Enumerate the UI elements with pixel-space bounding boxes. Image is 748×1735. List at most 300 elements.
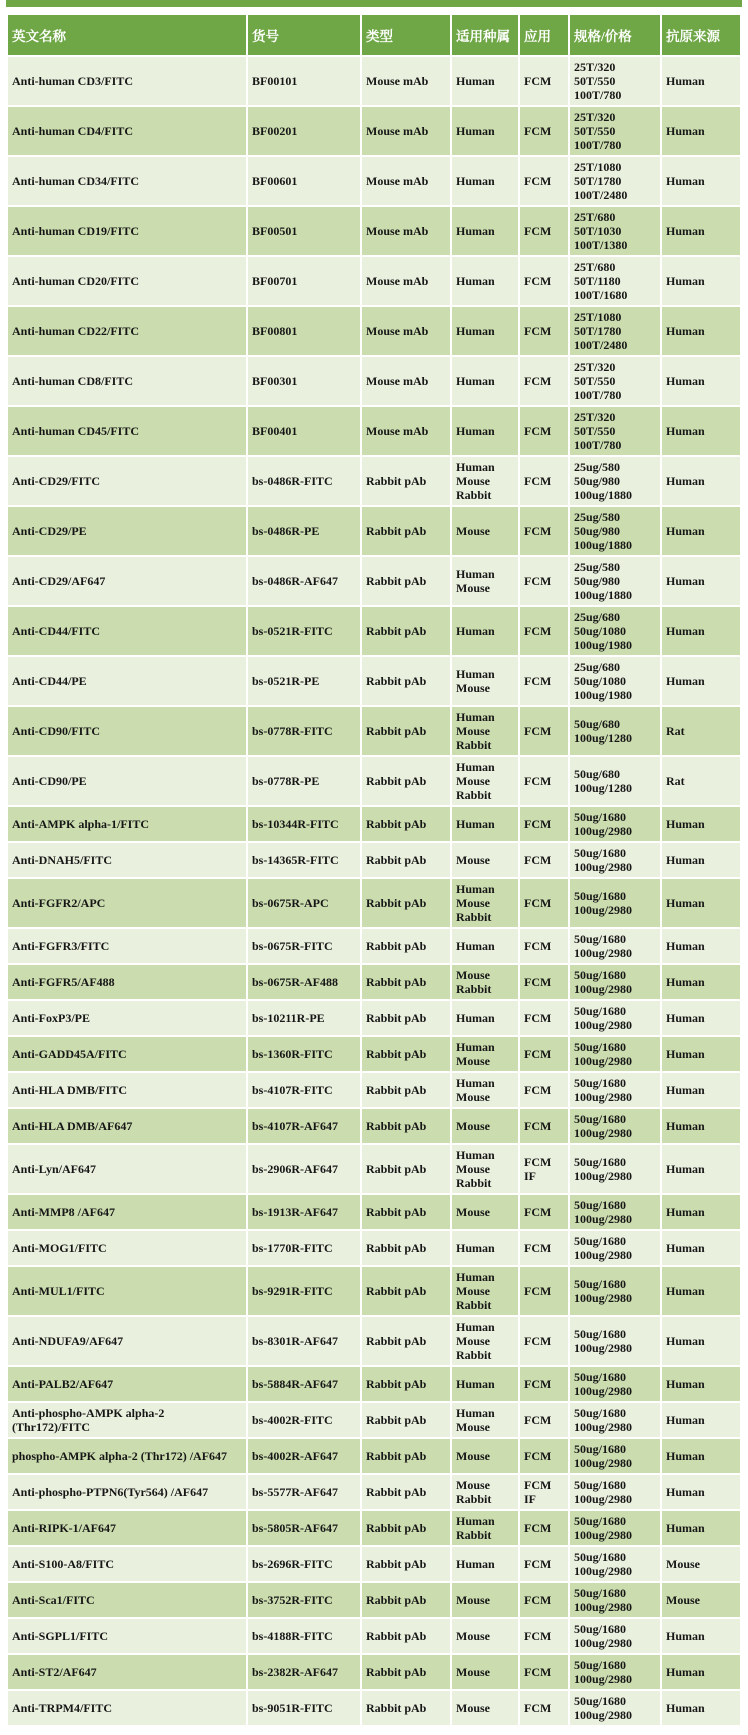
- cell-spec_price: 25T/320 50T/550 100T/780: [570, 357, 660, 405]
- cell-application: FCM: [520, 607, 568, 655]
- cell-catalog: BF00101: [248, 57, 360, 105]
- cell-application: FCM: [520, 1583, 568, 1617]
- cell-species: Human Mouse Rabbit: [452, 757, 518, 805]
- table-row[interactable]: [8, 1001, 740, 1035]
- cell-catalog: bs-0675R-FITC: [248, 929, 360, 963]
- cell-application: FCM: [520, 257, 568, 305]
- cell-species: Mouse: [452, 507, 518, 555]
- cell-type: Rabbit pAb: [362, 1691, 450, 1725]
- cell-application: FCM: [520, 657, 568, 705]
- cell-catalog: bs-0675R-APC: [248, 879, 360, 927]
- cell-antigen_source: Human: [662, 507, 740, 555]
- top-accent-bar: [6, 0, 742, 7]
- cell-application: FCM: [520, 557, 568, 605]
- column-header-species: 适用种属: [452, 15, 518, 55]
- cell-name: Anti-human CD8/FITC: [8, 357, 246, 405]
- antibody-product-table: [6, 13, 742, 1727]
- cell-name: Anti-CD90/FITC: [8, 707, 246, 755]
- cell-antigen_source: Human: [662, 1511, 740, 1545]
- cell-application: FCM: [520, 1367, 568, 1401]
- cell-species: Human Mouse Rabbit: [452, 1267, 518, 1315]
- cell-application: FCM: [520, 757, 568, 805]
- table-row[interactable]: [8, 965, 740, 999]
- cell-type: Mouse mAb: [362, 107, 450, 155]
- cell-spec_price: 50ug/1680 100ug/2980: [570, 1073, 660, 1107]
- cell-type: Rabbit pAb: [362, 965, 450, 999]
- cell-antigen_source: Human: [662, 1367, 740, 1401]
- cell-antigen_source: Human: [662, 657, 740, 705]
- cell-species: Mouse: [452, 1583, 518, 1617]
- cell-spec_price: 50ug/1680 100ug/2980: [570, 1145, 660, 1193]
- cell-species: Mouse: [452, 1691, 518, 1725]
- cell-spec_price: 50ug/1680 100ug/2980: [570, 1547, 660, 1581]
- cell-antigen_source: Human: [662, 607, 740, 655]
- cell-catalog: bs-9291R-FITC: [248, 1267, 360, 1315]
- cell-name: Anti-FGFR5/AF488: [8, 965, 246, 999]
- cell-application: FCM: [520, 357, 568, 405]
- table-row[interactable]: [8, 57, 740, 105]
- table-row[interactable]: [8, 1547, 740, 1581]
- cell-type: Rabbit pAb: [362, 607, 450, 655]
- cell-antigen_source: Human: [662, 1267, 740, 1315]
- cell-type: Rabbit pAb: [362, 707, 450, 755]
- cell-application: FCM: [520, 457, 568, 505]
- cell-spec_price: 25T/680 50T/1030 100T/1380: [570, 207, 660, 255]
- cell-spec_price: 50ug/1680 100ug/2980: [570, 807, 660, 841]
- cell-catalog: bs-1770R-FITC: [248, 1231, 360, 1265]
- cell-application: FCM: [520, 207, 568, 255]
- cell-antigen_source: Rat: [662, 757, 740, 805]
- cell-antigen_source: Human: [662, 307, 740, 355]
- table-row[interactable]: [8, 929, 740, 963]
- cell-species: Human Mouse: [452, 557, 518, 605]
- cell-name: Anti-RIPK-1/AF647: [8, 1511, 246, 1545]
- cell-name: Anti-NDUFA9/AF647: [8, 1317, 246, 1365]
- cell-type: Mouse mAb: [362, 307, 450, 355]
- cell-antigen_source: Human: [662, 1145, 740, 1193]
- cell-antigen_source: Human: [662, 879, 740, 927]
- cell-type: Rabbit pAb: [362, 757, 450, 805]
- cell-name: Anti-CD44/FITC: [8, 607, 246, 655]
- cell-type: Rabbit pAb: [362, 807, 450, 841]
- cell-catalog: bs-0486R-AF647: [248, 557, 360, 605]
- table-row[interactable]: [8, 843, 740, 877]
- cell-catalog: bs-5805R-AF647: [248, 1511, 360, 1545]
- cell-name: Anti-DNAH5/FITC: [8, 843, 246, 877]
- cell-species: Human Rabbit: [452, 1511, 518, 1545]
- table-row[interactable]: [8, 407, 740, 455]
- cell-antigen_source: Rat: [662, 707, 740, 755]
- cell-species: Human: [452, 257, 518, 305]
- cell-species: Human Mouse Rabbit: [452, 1317, 518, 1365]
- cell-type: Mouse mAb: [362, 157, 450, 205]
- cell-species: Human: [452, 1547, 518, 1581]
- cell-species: Mouse Rabbit: [452, 1475, 518, 1509]
- cell-antigen_source: Human: [662, 843, 740, 877]
- cell-catalog: bs-4002R-AF647: [248, 1439, 360, 1473]
- table-row[interactable]: [8, 879, 740, 927]
- cell-antigen_source: Human: [662, 1195, 740, 1229]
- cell-type: Mouse mAb: [362, 407, 450, 455]
- cell-application: FCM: [520, 1073, 568, 1107]
- cell-application: FCM: [520, 107, 568, 155]
- cell-spec_price: 50ug/1680 100ug/2980: [570, 1583, 660, 1617]
- cell-application: FCM: [520, 1619, 568, 1653]
- cell-application: FCM: [520, 1195, 568, 1229]
- table-row[interactable]: [8, 1691, 740, 1725]
- cell-type: Rabbit pAb: [362, 843, 450, 877]
- cell-antigen_source: Human: [662, 1317, 740, 1365]
- cell-name: Anti-Sca1/FITC: [8, 1583, 246, 1617]
- cell-type: Rabbit pAb: [362, 1037, 450, 1071]
- cell-species: Human: [452, 407, 518, 455]
- cell-type: Rabbit pAb: [362, 1439, 450, 1473]
- cell-name: Anti-CD90/PE: [8, 757, 246, 805]
- cell-catalog: BF00501: [248, 207, 360, 255]
- cell-type: Rabbit pAb: [362, 1619, 450, 1653]
- cell-application: FCM: [520, 57, 568, 105]
- cell-name: Anti-Lyn/AF647: [8, 1145, 246, 1193]
- cell-catalog: bs-2382R-AF647: [248, 1655, 360, 1689]
- table-row[interactable]: [8, 507, 740, 555]
- cell-name: Anti-CD29/PE: [8, 507, 246, 555]
- cell-species: Human: [452, 107, 518, 155]
- cell-name: Anti-SGPL1/FITC: [8, 1619, 246, 1653]
- cell-spec_price: 50ug/1680 100ug/2980: [570, 965, 660, 999]
- cell-name: Anti-HLA DMB/AF647: [8, 1109, 246, 1143]
- table-header-row: [8, 15, 740, 55]
- cell-spec_price: 50ug/1680 100ug/2980: [570, 1475, 660, 1509]
- table-row[interactable]: [8, 1195, 740, 1229]
- cell-catalog: bs-0778R-PE: [248, 757, 360, 805]
- cell-type: Rabbit pAb: [362, 879, 450, 927]
- cell-species: Human: [452, 1001, 518, 1035]
- cell-type: Rabbit pAb: [362, 1547, 450, 1581]
- column-header-type: 类型: [362, 15, 450, 55]
- cell-species: Human Mouse Rabbit: [452, 457, 518, 505]
- cell-species: Human: [452, 607, 518, 655]
- cell-type: Rabbit pAb: [362, 1001, 450, 1035]
- table-row[interactable]: [8, 1583, 740, 1617]
- cell-catalog: bs-5577R-AF647: [248, 1475, 360, 1509]
- table-row[interactable]: [8, 1655, 740, 1689]
- cell-name: Anti-CD29/FITC: [8, 457, 246, 505]
- table-row[interactable]: [8, 1367, 740, 1401]
- cell-type: Rabbit pAb: [362, 1317, 450, 1365]
- table-row[interactable]: [8, 1317, 740, 1365]
- cell-antigen_source: Human: [662, 207, 740, 255]
- cell-type: Rabbit pAb: [362, 1145, 450, 1193]
- cell-catalog: bs-10344R-FITC: [248, 807, 360, 841]
- cell-species: Human: [452, 1367, 518, 1401]
- cell-antigen_source: Human: [662, 1073, 740, 1107]
- cell-application: FCM: [520, 707, 568, 755]
- cell-species: Human: [452, 807, 518, 841]
- cell-name: Anti-GADD45A/FITC: [8, 1037, 246, 1071]
- column-header-catalog-number: 货号: [248, 15, 360, 55]
- table-row[interactable]: [8, 257, 740, 305]
- cell-type: Rabbit pAb: [362, 1267, 450, 1315]
- cell-species: Human: [452, 357, 518, 405]
- cell-type: Rabbit pAb: [362, 1475, 450, 1509]
- cell-species: Human Mouse Rabbit: [452, 1145, 518, 1193]
- cell-species: Human: [452, 57, 518, 105]
- cell-name: Anti-CD29/AF647: [8, 557, 246, 605]
- cell-application: FCM: [520, 879, 568, 927]
- table-row[interactable]: [8, 1267, 740, 1315]
- cell-species: Mouse: [452, 1439, 518, 1473]
- cell-application: FCM: [520, 507, 568, 555]
- cell-spec_price: 50ug/1680 100ug/2980: [570, 1691, 660, 1725]
- cell-catalog: bs-4002R-FITC: [248, 1403, 360, 1437]
- cell-type: Mouse mAb: [362, 57, 450, 105]
- cell-antigen_source: Human: [662, 1231, 740, 1265]
- cell-catalog: BF00701: [248, 257, 360, 305]
- table-row[interactable]: [8, 1037, 740, 1071]
- cell-species: Human: [452, 307, 518, 355]
- cell-antigen_source: Human: [662, 1109, 740, 1143]
- cell-type: Rabbit pAb: [362, 1511, 450, 1545]
- cell-name: Anti-human CD3/FITC: [8, 57, 246, 105]
- cell-name: Anti-PALB2/AF647: [8, 1367, 246, 1401]
- cell-catalog: bs-9051R-FITC: [248, 1691, 360, 1725]
- cell-antigen_source: Human: [662, 1619, 740, 1653]
- cell-application: FCM: [520, 1511, 568, 1545]
- cell-catalog: bs-0521R-FITC: [248, 607, 360, 655]
- cell-antigen_source: Human: [662, 357, 740, 405]
- cell-species: Human Mouse: [452, 1073, 518, 1107]
- cell-catalog: bs-5884R-AF647: [248, 1367, 360, 1401]
- cell-type: Rabbit pAb: [362, 1195, 450, 1229]
- cell-type: Rabbit pAb: [362, 457, 450, 505]
- cell-spec_price: 50ug/1680 100ug/2980: [570, 1439, 660, 1473]
- cell-spec_price: 50ug/1680 100ug/2980: [570, 1317, 660, 1365]
- table-row[interactable]: [8, 607, 740, 655]
- cell-antigen_source: Mouse: [662, 1583, 740, 1617]
- table-row[interactable]: [8, 157, 740, 205]
- cell-species: Human Mouse Rabbit: [452, 879, 518, 927]
- cell-antigen_source: Human: [662, 257, 740, 305]
- table-row[interactable]: [8, 207, 740, 255]
- cell-species: Human Mouse: [452, 1403, 518, 1437]
- cell-catalog: bs-0486R-FITC: [248, 457, 360, 505]
- table-row[interactable]: [8, 1231, 740, 1265]
- cell-antigen_source: Human: [662, 57, 740, 105]
- cell-name: Anti-human CD4/FITC: [8, 107, 246, 155]
- cell-application: FCM: [520, 965, 568, 999]
- cell-antigen_source: Human: [662, 807, 740, 841]
- cell-species: Human: [452, 157, 518, 205]
- cell-antigen_source: Human: [662, 407, 740, 455]
- cell-antigen_source: Human: [662, 457, 740, 505]
- cell-application: FCM: [520, 1037, 568, 1071]
- cell-spec_price: 25ug/580 50ug/980 100ug/1880: [570, 507, 660, 555]
- table-row[interactable]: [8, 1145, 740, 1193]
- cell-antigen_source: Human: [662, 1403, 740, 1437]
- cell-type: Rabbit pAb: [362, 557, 450, 605]
- cell-antigen_source: Human: [662, 1475, 740, 1509]
- cell-application: FCM: [520, 1109, 568, 1143]
- cell-name: Anti-human CD45/FITC: [8, 407, 246, 455]
- cell-catalog: BF00601: [248, 157, 360, 205]
- cell-spec_price: 50ug/1680 100ug/2980: [570, 1367, 660, 1401]
- cell-catalog: bs-3752R-FITC: [248, 1583, 360, 1617]
- cell-catalog: bs-1913R-AF647: [248, 1195, 360, 1229]
- table-row[interactable]: [8, 1439, 740, 1473]
- cell-antigen_source: Human: [662, 1691, 740, 1725]
- cell-spec_price: 50ug/1680 100ug/2980: [570, 1655, 660, 1689]
- cell-catalog: bs-4107R-AF647: [248, 1109, 360, 1143]
- table-row[interactable]: [8, 1073, 740, 1107]
- cell-catalog: bs-4107R-FITC: [248, 1073, 360, 1107]
- cell-spec_price: 50ug/1680 100ug/2980: [570, 1109, 660, 1143]
- cell-spec_price: 50ug/1680 100ug/2980: [570, 843, 660, 877]
- table-row[interactable]: [8, 307, 740, 355]
- table-row[interactable]: [8, 107, 740, 155]
- cell-spec_price: 25T/680 50T/1180 100T/1680: [570, 257, 660, 305]
- table-row[interactable]: [8, 807, 740, 841]
- cell-application: FCM: [520, 1547, 568, 1581]
- cell-catalog: BF00401: [248, 407, 360, 455]
- table-row[interactable]: [8, 757, 740, 805]
- cell-species: Mouse: [452, 1109, 518, 1143]
- cell-application: FCM: [520, 157, 568, 205]
- cell-catalog: bs-0778R-FITC: [248, 707, 360, 755]
- cell-spec_price: 50ug/1680 100ug/2980: [570, 1267, 660, 1315]
- cell-spec_price: 50ug/1680 100ug/2980: [570, 1403, 660, 1437]
- cell-name: Anti-human CD34/FITC: [8, 157, 246, 205]
- cell-type: Rabbit pAb: [362, 1231, 450, 1265]
- cell-type: Rabbit pAb: [362, 1403, 450, 1437]
- cell-species: Mouse: [452, 1655, 518, 1689]
- cell-application: FCM: [520, 807, 568, 841]
- cell-species: Mouse: [452, 843, 518, 877]
- cell-spec_price: 50ug/1680 100ug/2980: [570, 1195, 660, 1229]
- cell-spec_price: 25ug/680 50ug/1080 100ug/1980: [570, 607, 660, 655]
- table-row[interactable]: [8, 557, 740, 605]
- cell-catalog: bs-0521R-PE: [248, 657, 360, 705]
- cell-spec_price: 25T/320 50T/550 100T/780: [570, 57, 660, 105]
- cell-antigen_source: Human: [662, 157, 740, 205]
- cell-spec_price: 25T/1080 50T/1780 100T/2480: [570, 157, 660, 205]
- cell-type: Rabbit pAb: [362, 1109, 450, 1143]
- cell-catalog: bs-10211R-PE: [248, 1001, 360, 1035]
- cell-catalog: bs-4188R-FITC: [248, 1619, 360, 1653]
- cell-name: Anti-HLA DMB/FITC: [8, 1073, 246, 1107]
- cell-catalog: bs-2906R-AF647: [248, 1145, 360, 1193]
- cell-spec_price: 50ug/1680 100ug/2980: [570, 879, 660, 927]
- cell-application: FCM: [520, 307, 568, 355]
- cell-application: FCM: [520, 407, 568, 455]
- column-header-application: 应用: [520, 15, 568, 55]
- cell-application: FCM: [520, 1403, 568, 1437]
- cell-species: Mouse Rabbit: [452, 965, 518, 999]
- cell-type: Rabbit pAb: [362, 1073, 450, 1107]
- table-row[interactable]: [8, 1403, 740, 1437]
- cell-application: FCM: [520, 1317, 568, 1365]
- cell-application: FCM: [520, 1691, 568, 1725]
- cell-antigen_source: Human: [662, 1001, 740, 1035]
- cell-name: Anti-CD44/PE: [8, 657, 246, 705]
- cell-spec_price: 50ug/1680 100ug/2980: [570, 1619, 660, 1653]
- cell-type: Mouse mAb: [362, 257, 450, 305]
- cell-species: Human Mouse: [452, 657, 518, 705]
- cell-name: Anti-MUL1/FITC: [8, 1267, 246, 1315]
- cell-spec_price: 25ug/680 50ug/1080 100ug/1980: [570, 657, 660, 705]
- cell-spec_price: 25T/320 50T/550 100T/780: [570, 407, 660, 455]
- table-body: [8, 57, 740, 1725]
- cell-name: Anti-phospho-PTPN6(Tyr564) /AF647: [8, 1475, 246, 1509]
- table-row[interactable]: [8, 707, 740, 755]
- cell-antigen_source: Human: [662, 557, 740, 605]
- cell-name: Anti-MMP8 /AF647: [8, 1195, 246, 1229]
- cell-name: Anti-MOG1/FITC: [8, 1231, 246, 1265]
- cell-spec_price: 50ug/680 100ug/1280: [570, 707, 660, 755]
- cell-catalog: BF00201: [248, 107, 360, 155]
- cell-name: Anti-FoxP3/PE: [8, 1001, 246, 1035]
- cell-antigen_source: Human: [662, 107, 740, 155]
- table-row[interactable]: [8, 657, 740, 705]
- cell-spec_price: 50ug/1680 100ug/2980: [570, 1511, 660, 1545]
- table-row[interactable]: [8, 1475, 740, 1509]
- cell-catalog: BF00301: [248, 357, 360, 405]
- column-header-antigen-source: 抗原来源: [662, 15, 740, 55]
- cell-type: Rabbit pAb: [362, 929, 450, 963]
- cell-type: Rabbit pAb: [362, 507, 450, 555]
- cell-species: Mouse: [452, 1195, 518, 1229]
- table-row[interactable]: [8, 1511, 740, 1545]
- cell-name: Anti-S100-A8/FITC: [8, 1547, 246, 1581]
- cell-catalog: bs-2696R-FITC: [248, 1547, 360, 1581]
- cell-catalog: bs-1360R-FITC: [248, 1037, 360, 1071]
- cell-type: Rabbit pAb: [362, 1367, 450, 1401]
- cell-spec_price: 25ug/580 50ug/980 100ug/1880: [570, 457, 660, 505]
- column-header-spec-price: 规格/价格: [570, 15, 660, 55]
- cell-catalog: bs-0675R-AF488: [248, 965, 360, 999]
- cell-spec_price: 50ug/1680 100ug/2980: [570, 1001, 660, 1035]
- cell-application: FCM: [520, 929, 568, 963]
- cell-application: FCM: [520, 1439, 568, 1473]
- cell-type: Mouse mAb: [362, 357, 450, 405]
- cell-antigen_source: Mouse: [662, 1547, 740, 1581]
- cell-application: FCM: [520, 1001, 568, 1035]
- cell-species: Human Mouse: [452, 1037, 518, 1071]
- cell-type: Rabbit pAb: [362, 1583, 450, 1617]
- cell-spec_price: 50ug/1680 100ug/2980: [570, 1231, 660, 1265]
- cell-application: FCM IF: [520, 1475, 568, 1509]
- cell-spec_price: 25T/320 50T/550 100T/780: [570, 107, 660, 155]
- cell-antigen_source: Human: [662, 1655, 740, 1689]
- cell-type: Rabbit pAb: [362, 657, 450, 705]
- cell-antigen_source: Human: [662, 929, 740, 963]
- cell-application: FCM IF: [520, 1145, 568, 1193]
- cell-name: Anti-FGFR3/FITC: [8, 929, 246, 963]
- cell-name: phospho-AMPK alpha-2 (Thr172) /AF647: [8, 1439, 246, 1473]
- table-row[interactable]: [8, 357, 740, 405]
- cell-name: Anti-AMPK alpha-1/FITC: [8, 807, 246, 841]
- cell-catalog: bs-14365R-FITC: [248, 843, 360, 877]
- cell-species: Mouse: [452, 1619, 518, 1653]
- cell-spec_price: 25T/1080 50T/1780 100T/2480: [570, 307, 660, 355]
- cell-application: FCM: [520, 1231, 568, 1265]
- table-row[interactable]: [8, 1109, 740, 1143]
- cell-spec_price: 50ug/1680 100ug/2980: [570, 929, 660, 963]
- cell-type: Mouse mAb: [362, 207, 450, 255]
- cell-catalog: bs-0486R-PE: [248, 507, 360, 555]
- table-row[interactable]: [8, 457, 740, 505]
- cell-catalog: BF00801: [248, 307, 360, 355]
- table-row[interactable]: [8, 1619, 740, 1653]
